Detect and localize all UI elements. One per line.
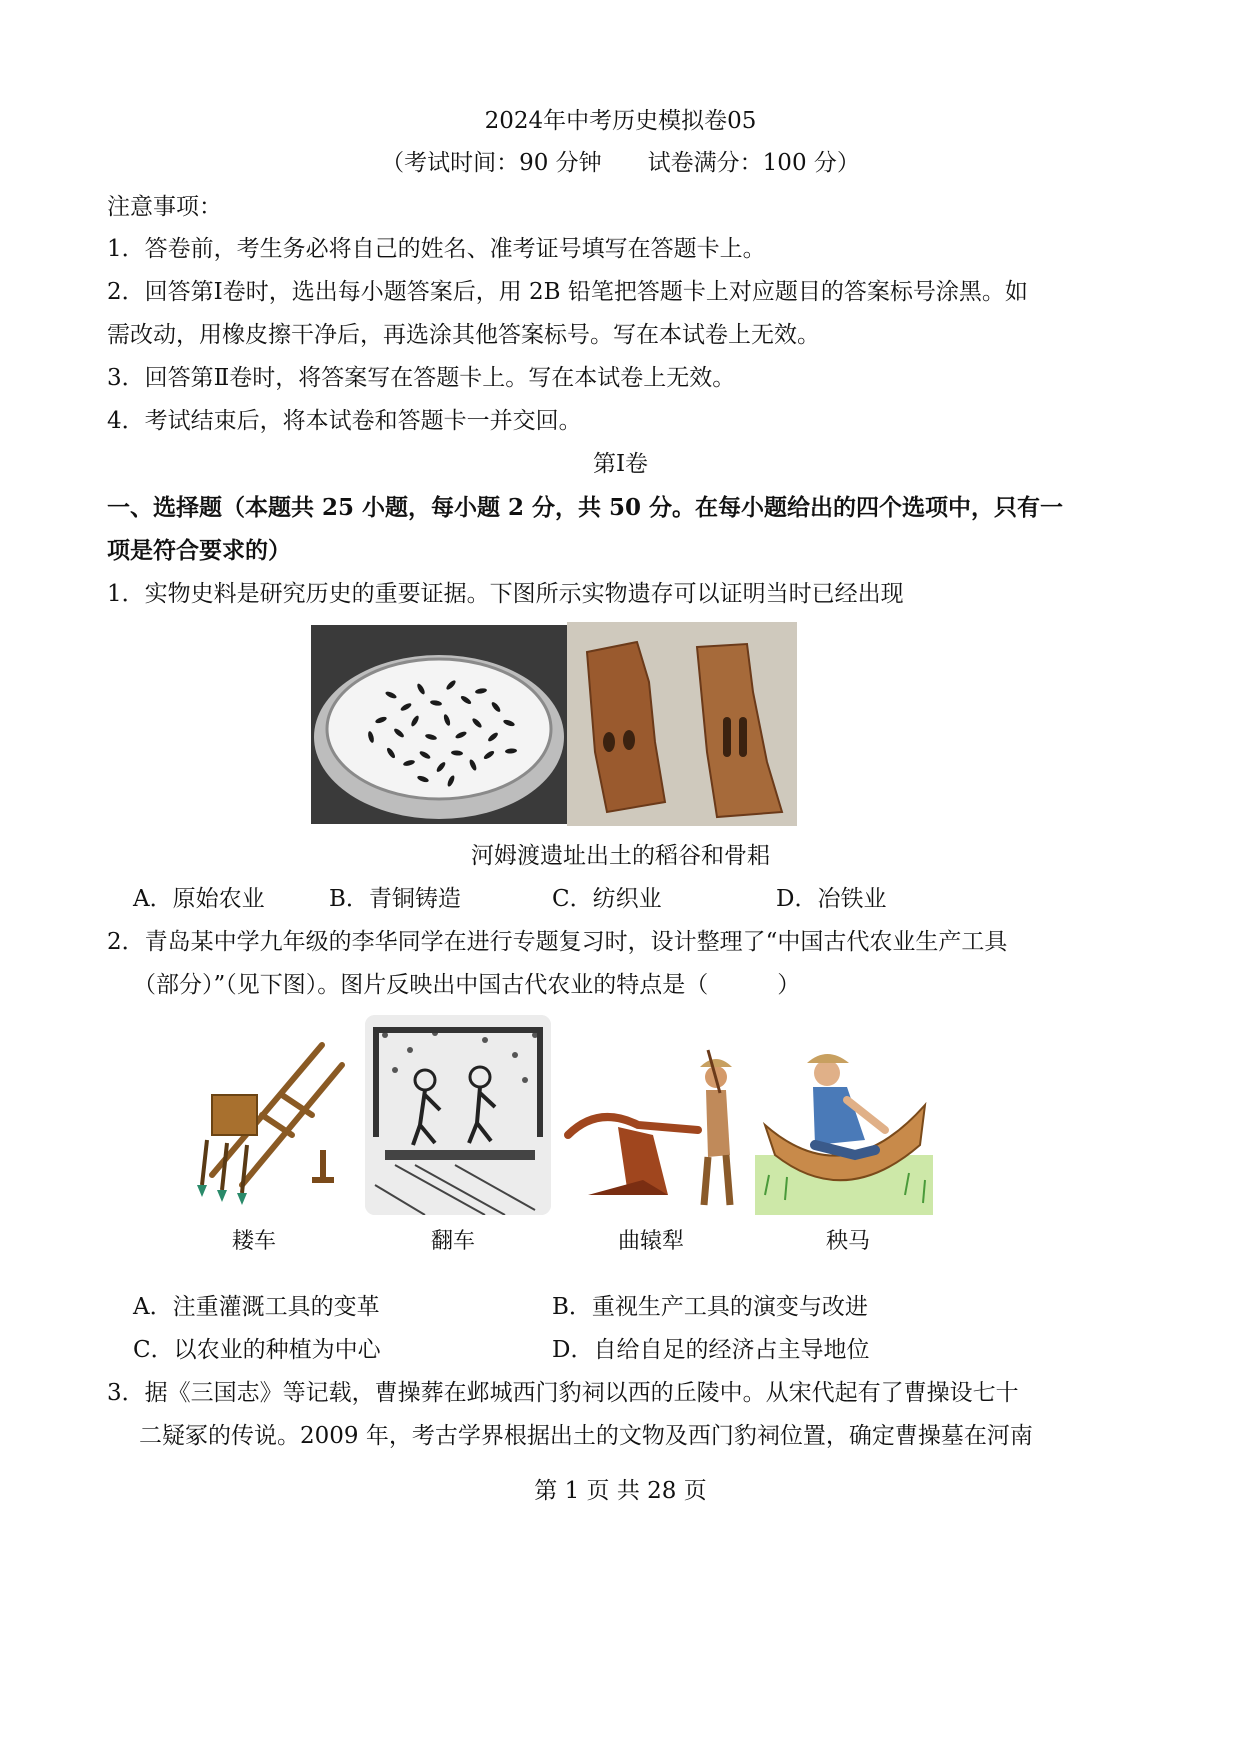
note-item: 4．考试结束后，将本试卷和答题卡一并交回。 (107, 408, 582, 434)
exam-title: 2024年中考历史模拟卷05 (484, 108, 757, 134)
section-heading-cont: 项是符合要求的） (107, 537, 291, 564)
q3-stem-cont: 二疑冢的传说。2009 年，考古学界根据出土的文物及西门豹祠位置，确定曹操墓在河南 (139, 1423, 1033, 1449)
q1-option-c[interactable]: C．纺织业 (552, 886, 662, 912)
q2-stem-cont: （部分）”（见下图）。图片反映出中国古代农业的特点是（ ） (133, 972, 801, 998)
seed-drill-image (172, 1025, 352, 1205)
q3-stem: 3．据《三国志》等记载，曹操葬在邺城西门豹祠以西的丘陵中。从宋代起有了曹操设七十 (107, 1380, 1019, 1406)
q1-option-a[interactable]: A．原始农业 (133, 886, 265, 912)
tool-label-seed-drill: 耧车 (231, 1229, 276, 1254)
q2-option-d[interactable]: D．自给自足的经济占主导地位 (552, 1337, 870, 1363)
q2-option-a[interactable]: A．注重灌溉工具的变革 (133, 1294, 380, 1320)
section-heading: 一、选择题（本题共 25 小题，每小题 2 分，共 50 分。在每小题给出的四个选项中，只有一 (107, 494, 1064, 521)
tool-label-water-wheel: 翻车 (430, 1229, 475, 1254)
rice-grains-photo (311, 625, 567, 824)
note-item: 需改动，用橡皮擦干净后，再选涂其他答案标号。写在本试卷上无效。 (107, 322, 820, 348)
q1-option-b[interactable]: B．青铜铸造 (329, 886, 461, 912)
q2-stem: 2．青岛某中学九年级的李华同学在进行专题复习时，设计整理了“中国古代农业生产工具 (107, 929, 1008, 955)
q2-option-b[interactable]: B．重视生产工具的演变与改进 (552, 1294, 868, 1320)
page-number: 第 1 页 共 28 页 (534, 1478, 707, 1504)
q1-option-d[interactable]: D．冶铁业 (776, 886, 887, 912)
bone-spade-photo (567, 622, 797, 826)
note-item: 1．答卷前，考生务必将自己的姓名、准考证号填写在答题卡上。 (107, 236, 766, 262)
part-label: 第Ⅰ卷 (592, 451, 649, 477)
q2-option-c[interactable]: C．以农业的种植为中心 (133, 1337, 381, 1363)
notes-heading: 注意事项： (107, 194, 222, 220)
tool-label-curved-plough: 曲辕犁 (617, 1229, 684, 1254)
q1-caption: 河姆渡遗址出土的稻谷和骨耜 (471, 843, 770, 869)
q1-stem: 1．实物史料是研究历史的重要证据。下图所示实物遗存可以证明当时已经出现 (107, 581, 904, 607)
exam-subtitle: （考试时间：90 分钟 试卷满分：100 分） (381, 150, 860, 176)
note-item: 3．回答第Ⅱ卷时，将答案写在答题卡上。写在本试卷上无效。 (107, 365, 736, 391)
rice-transplanter-image (755, 1045, 933, 1215)
water-wheel-image (365, 1015, 551, 1215)
note-item: 2．回答第Ⅰ卷时，选出每小题答案后，用 2B 铅笔把答题卡上对应题目的答案标号涂黑。如 (107, 279, 1028, 305)
tool-label-rice-transplanter: 秧马 (825, 1229, 870, 1254)
curved-plough-image (558, 1045, 748, 1210)
